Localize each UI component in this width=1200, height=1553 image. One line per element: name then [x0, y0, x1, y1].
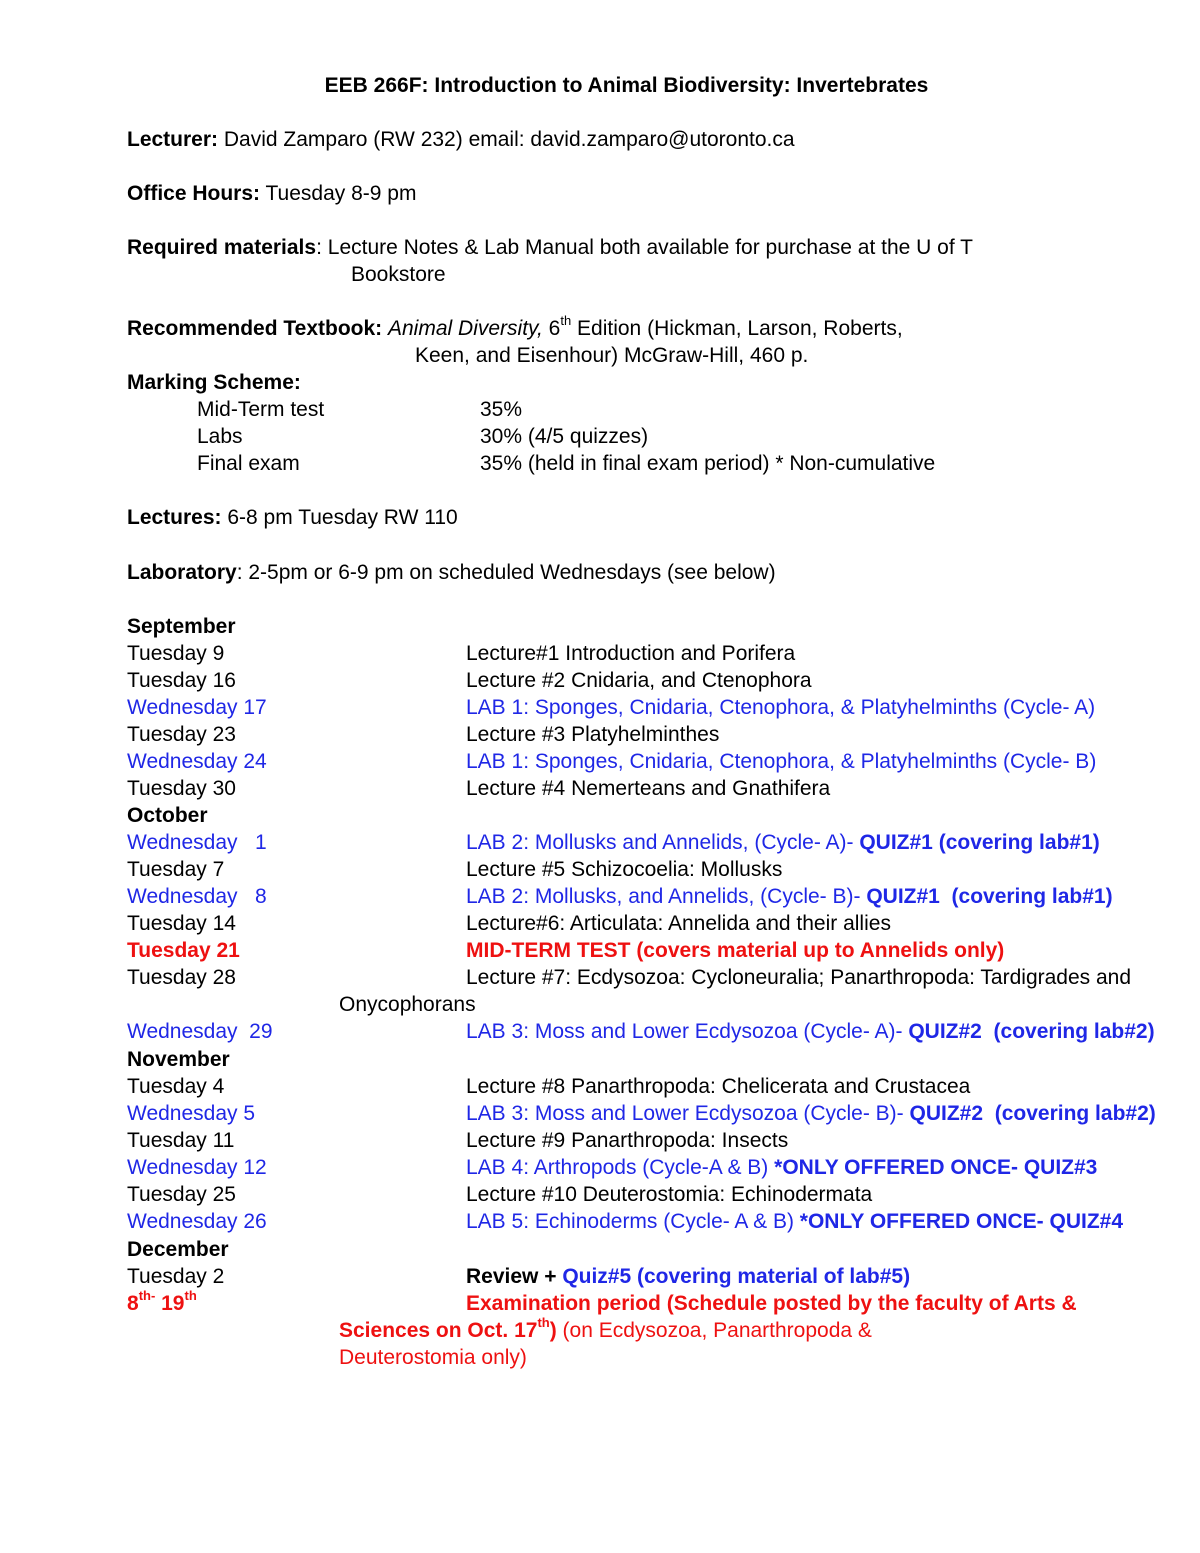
schedule-text: LAB 2: Mollusks and Annelids, (Cycle- A)-: [466, 831, 860, 854]
schedule-date: Tuesday 28: [127, 966, 236, 989]
schedule-date: Tuesday 21: [127, 939, 240, 962]
textbook-publisher: Edition (Hickman, Larson, Roberts,: [577, 317, 903, 340]
lecturer-value: David Zamparo (RW 232) email: david.zamparo@utoronto.ca: [223, 128, 795, 151]
schedule-text: MID-TERM TEST (covers material up to Annelids only): [466, 939, 1005, 962]
schedule-text: LAB 3: Moss and Lower Ecdysozoa (Cycle- A)-: [466, 1020, 909, 1043]
schedule-row-lab: [127, 1154, 1098, 1181]
schedule-row-lab: [127, 829, 1100, 856]
schedule-date: Tuesday 14: [127, 912, 236, 935]
required-materials-line2: Bookstore: [351, 263, 446, 286]
schedule-row: [127, 721, 720, 748]
schedule-row-exam: [127, 1288, 1077, 1317]
schedule-row: [127, 667, 812, 694]
schedule-date: Wednesday 29: [127, 1020, 273, 1043]
schedule-date: Tuesday 25: [127, 1183, 236, 1206]
schedule-row-lab: [127, 1208, 1124, 1235]
schedule-text: Lecture #8 Panarthropoda: Chelicerata and Crustacea: [466, 1075, 971, 1098]
schedule-text: Lecture #2 Cnidaria, and Ctenophora: [466, 669, 812, 692]
schedule-date: Wednesday 1: [127, 831, 267, 854]
schedule-date: Tuesday 2: [127, 1265, 225, 1288]
textbook-line2: Keen, and Eisenhour) McGraw-Hill, 460 p.: [415, 344, 809, 367]
schedule-row-lab: [127, 1018, 1155, 1045]
schedule-text: LAB 5: Echinoderms (Cycle- A & B): [466, 1210, 800, 1233]
schedule-row-lab: [127, 694, 1096, 721]
marking-scheme-label: Marking Scheme:: [127, 371, 301, 394]
marking-item-value: 35% (held in final exam period) * Non-cumulative: [480, 452, 936, 475]
marking-item-value: 35%: [480, 398, 523, 421]
schedule-date: Wednesday 12: [127, 1156, 267, 1179]
schedule-date: Tuesday 4: [127, 1075, 225, 1098]
schedule-row-lab: [127, 1100, 1156, 1127]
schedule-row: [127, 856, 783, 883]
schedule-date: Wednesday 8: [127, 885, 267, 908]
quiz-note: QUIZ#2 (covering lab#2): [909, 1102, 1156, 1125]
schedule-text: LAB 2: Mollusks, and Annelids, (Cycle- B)-: [466, 885, 867, 908]
schedule-text: Lecture #5 Schizocoelia: Mollusks: [466, 858, 783, 881]
quiz-note: *ONLY OFFERED ONCE- QUIZ#3: [774, 1156, 1098, 1179]
textbook-label: Recommended Textbook:: [127, 317, 383, 340]
schedule-date: Wednesday 5: [127, 1102, 256, 1125]
schedule-text: Lecture #4 Nemerteans and Gnathifera: [466, 777, 831, 800]
month-heading: October: [127, 804, 208, 827]
marking-item-name: Labs: [197, 425, 243, 448]
required-materials-colon: :: [316, 236, 322, 259]
textbook-edition: 6th: [548, 313, 572, 340]
textbook-line: [127, 315, 903, 342]
schedule-date: Wednesday 24: [127, 750, 267, 773]
schedule-text: LAB 1: Sponges, Cnidaria, Ctenophora, & Platyhelminths (Cycle- B): [466, 750, 1097, 773]
schedule-text: Lecture #7: Ecdysozoa: Cycloneuralia; Panarthropoda: Tardigrades and: [466, 966, 1132, 989]
schedule-text: Lecture #3 Platyhelminthes: [466, 723, 720, 746]
schedule-row: [127, 1263, 911, 1290]
laboratory-line: [127, 559, 776, 586]
schedule-row: [127, 1073, 971, 1100]
schedule-text: LAB 1: Sponges, Cnidaria, Ctenophora, & Platyhelminths (Cycle- A): [466, 696, 1096, 719]
lectures-line: [127, 504, 458, 531]
laboratory-label: Laboratory: [127, 561, 237, 584]
exam-text-line2: Sciences on Oct. 17th) (on Ecdysozoa, Panarthropoda &: [339, 1315, 872, 1342]
exam-text-line3: Deuterostomia only): [339, 1346, 527, 1369]
quiz-note: Quiz#5 (covering material of lab#5): [562, 1265, 911, 1288]
schedule-text: LAB 3: Moss and Lower Ecdysozoa (Cycle- B)-: [466, 1102, 910, 1125]
schedule-text-cont: Onycophorans: [339, 993, 476, 1016]
schedule-date: Tuesday 16: [127, 669, 236, 692]
schedule-row-lab: [127, 748, 1097, 775]
quiz-note: QUIZ#2 (covering lab#2): [908, 1020, 1155, 1043]
review-label: Review +: [466, 1265, 563, 1288]
schedule-row: [127, 910, 891, 937]
schedule-row: [127, 964, 1132, 991]
marking-item-name: Final exam: [197, 452, 300, 475]
lecturer-line: [127, 126, 795, 153]
schedule-date: Wednesday 26: [127, 1210, 267, 1233]
schedule-date: Wednesday 17: [127, 696, 267, 719]
schedule-text: LAB 4: Arthropods (Cycle-A & B): [466, 1156, 775, 1179]
schedule-row: [127, 640, 796, 667]
schedule-date: Tuesday 23: [127, 723, 236, 746]
schedule-date: Tuesday 11: [127, 1129, 235, 1152]
lecturer-label: Lecturer:: [127, 128, 219, 151]
required-materials-value: Lecture Notes & Lab Manual both available for purchase at the U of T: [327, 236, 973, 259]
schedule-row-lab: [127, 883, 1113, 910]
laboratory-value: : 2-5pm or 6-9 pm on scheduled Wednesdays (see below): [236, 561, 776, 584]
schedule-row: [127, 775, 831, 802]
office-hours-line: [127, 180, 416, 207]
schedule-row-midterm: [127, 937, 1005, 964]
month-heading: November: [127, 1048, 230, 1071]
schedule-text: Lecture#1 Introduction and Porifera: [466, 642, 796, 665]
office-hours-value: Tuesday 8-9 pm: [265, 182, 417, 205]
schedule-text: Lecture#6: Articulata: Annelida and their allies: [466, 912, 891, 935]
schedule-row: [127, 1181, 873, 1208]
exam-date: $8^{th-}$ 19th: [127, 1288, 197, 1315]
lectures-label: Lectures:: [127, 506, 222, 529]
required-materials-line: [127, 234, 973, 261]
schedule-date: Tuesday 7: [127, 858, 225, 881]
exam-text: Examination period (Schedule posted by the faculty of Arts &: [466, 1292, 1077, 1315]
lectures-value: 6-8 pm Tuesday RW 110: [227, 506, 458, 529]
page-title: EEB 266F: Introduction to Animal Biodiversity: Invertebrates: [324, 74, 929, 97]
office-hours-label: Office Hours:: [127, 182, 261, 205]
schedule-date: Tuesday 9: [127, 642, 225, 665]
marking-item-name: Mid-Term test: [197, 398, 325, 421]
quiz-note: QUIZ#1 (covering lab#1): [859, 831, 1100, 854]
schedule-text: Lecture #9 Panarthropoda: Insects: [466, 1129, 789, 1152]
schedule-row: [127, 1127, 789, 1154]
required-materials-label: Required materials: [127, 236, 317, 259]
month-heading: December: [127, 1238, 229, 1261]
month-heading: September: [127, 615, 236, 638]
quiz-note: *ONLY OFFERED ONCE- QUIZ#4: [799, 1210, 1124, 1233]
textbook-title: Animal Diversity,: [388, 317, 543, 340]
schedule-text: Lecture #10 Deuterostomia: Echinodermata: [466, 1183, 873, 1206]
quiz-note: QUIZ#1 (covering lab#1): [866, 885, 1113, 908]
marking-item-value: 30% (4/5 quizzes): [480, 425, 649, 448]
schedule-date: Tuesday 30: [127, 777, 236, 800]
